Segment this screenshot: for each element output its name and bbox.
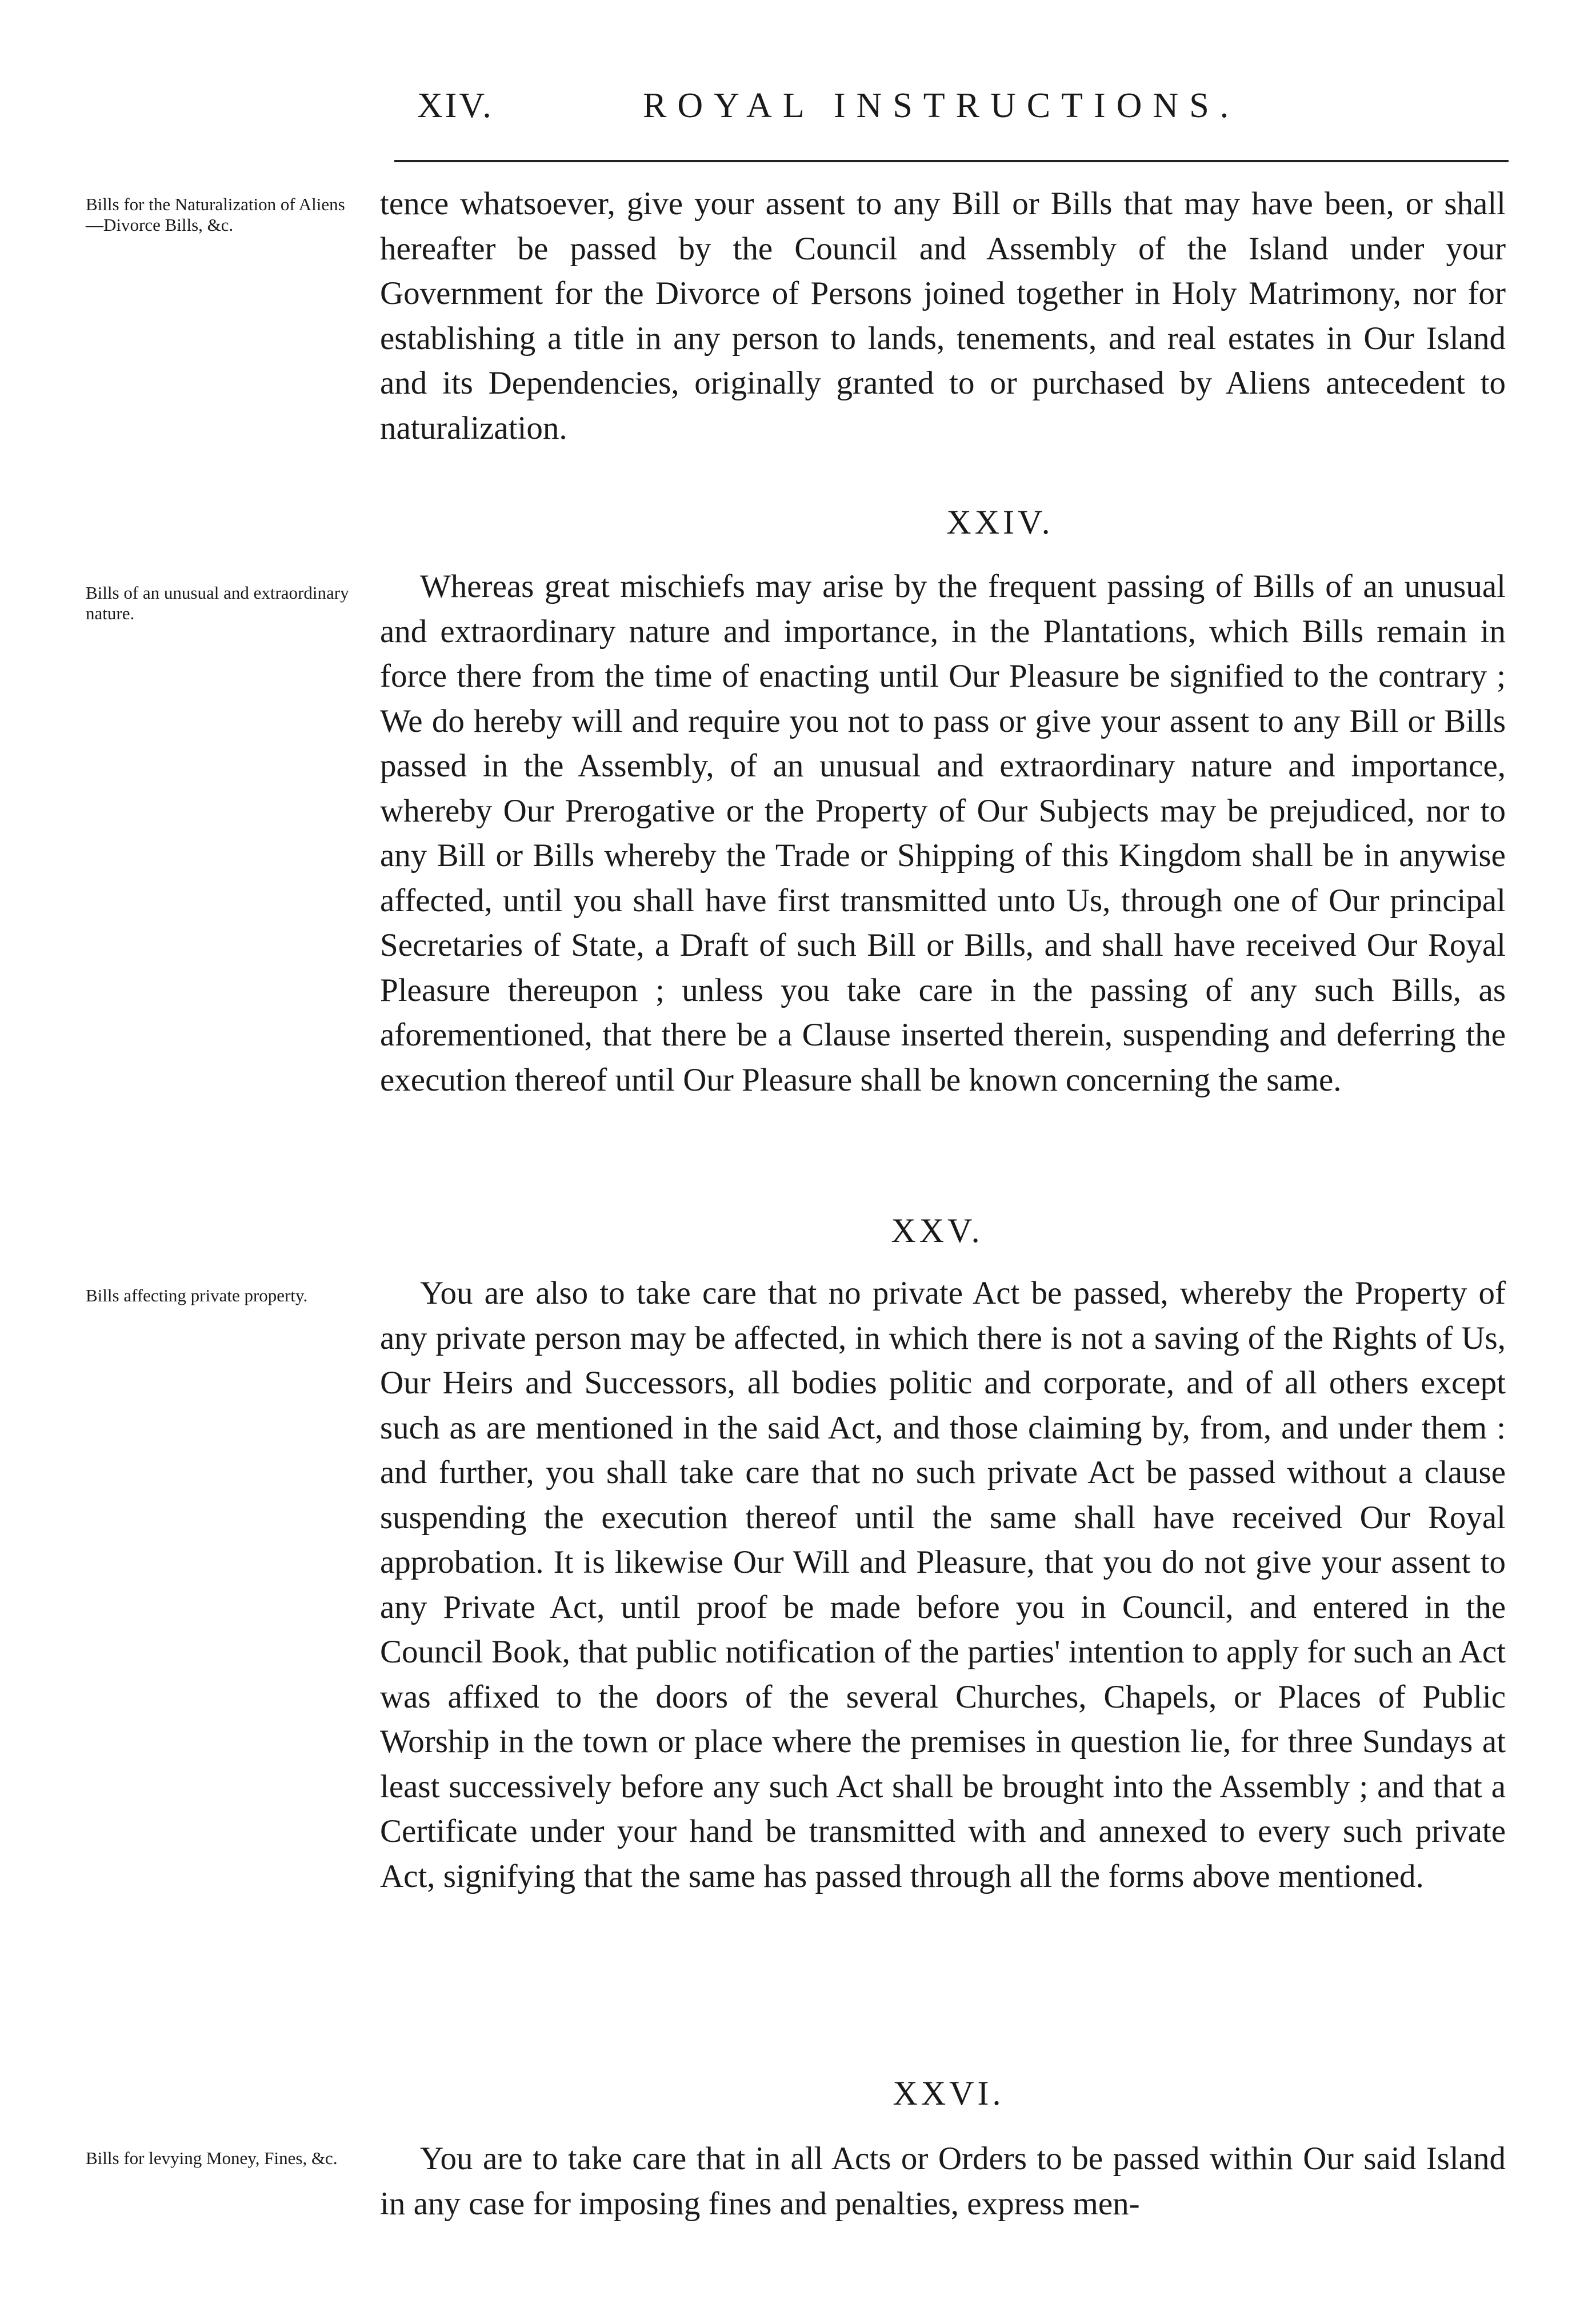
section-xxv-text: You are also to take care that no private Act be passed, whereby the Property of any private person may be affected, in which there is not a saving of the Rights of Us, Our Heirs and Successors, all bodies politic and corporate, and of all others except such as are mentioned in the said Act, and those claiming by, from, and under them : and further, you shall take care that no such private Act be passed without a clause suspending the execution thereof until the same shall have received Our Royal approbation. It is likewise Our Will and Pleasure, that you do not give your assent to any Private Act, until proof be made before you in Council, and entered in the Council Book, that public notification of the parties' intention to apply for such an Act was affixed to the doors of the several Churches, Chapels, or Places of Public Worship in the town or place where the premises in question lie, for three Sundays at least successively before any such Act shall be brought into the Assembly ; and that a Certificate under your hand be transmitted with and annexed to every such private Act, signifying that the same has passed through all the forms above mentioned. — [380, 1275, 1506, 1894]
page-header — [394, 86, 1509, 137]
section-number-xxvi: XXVI. — [893, 2074, 1005, 2112]
section-number-xxiv: XXIV. — [946, 503, 1054, 541]
section-number-xxv: XXV. — [891, 1212, 983, 1249]
section-xxiv — [380, 564, 1506, 1103]
section-xxiv-text: Whereas great mischiefs may arise by the frequent passing of Bills of an unusual and extraordinary nature and importance, in the Plantations, which Bills remain in force there from the time of enacting until Our Pleasure be signified to the contrary ; We do hereby will and require you not to pass or give your assent to any Bill or Bills passed in the Assembly, of an unusual and extraordinary nature and importance, whereby Our Prerogative or the Property of Our Subjects may be prejudiced, nor to any Bill or Bills whereby the Trade or Shipping of this Kingdom shall be in anywise affected, until you shall have first transmitted unto Us, through one of Our principal Secretaries of State, a Draft of such Bill or Bills, and shall have received Our Royal Pleasure thereupon ; unless you take care in the passing of any such Bills, as aforementioned, that there be a Clause inserted therein, suspending and deferring the execution thereof until Our Pleasure shall be known concerning the same. — [380, 568, 1506, 1098]
continued-text: tence whatsoever, give your assent to any Bill or Bills that may have been, or shall hereafter be passed by the Council and Assembly of the Island under your Government for the Divorce of Persons joined together in Holy Matrimony, nor for establishing a title in any person to lands, tenements, and real estates in Our Island and its Dependencies, originally granted to or purchased by Aliens antecedent to naturalization. — [380, 186, 1506, 446]
margin-note-unusual-bills: Bills of an unusual and extraordinary nature. — [86, 583, 349, 623]
margin-note-private-property: Bills affecting private property. — [86, 1285, 308, 1305]
margin-note-levying-money: Bills for levying Money, Fines, &c. — [86, 2148, 338, 2168]
page-number: XIV. — [417, 86, 494, 125]
header-rule — [394, 160, 1509, 162]
running-title: ROYAL INSTRUCTIONS. — [643, 86, 1240, 125]
continued-paragraph — [380, 182, 1506, 451]
section-xxv — [380, 1271, 1506, 1899]
margin-note-naturalization: Bills for the Naturalization of Aliens—Divorce Bills, &c. — [86, 194, 345, 235]
section-xxvi-text: You are to take care that in all Acts or Orders to be passed within Our said Island in any case for imposing fines and penalties, express men- — [380, 2141, 1506, 2222]
section-xxvi — [380, 2137, 1506, 2226]
